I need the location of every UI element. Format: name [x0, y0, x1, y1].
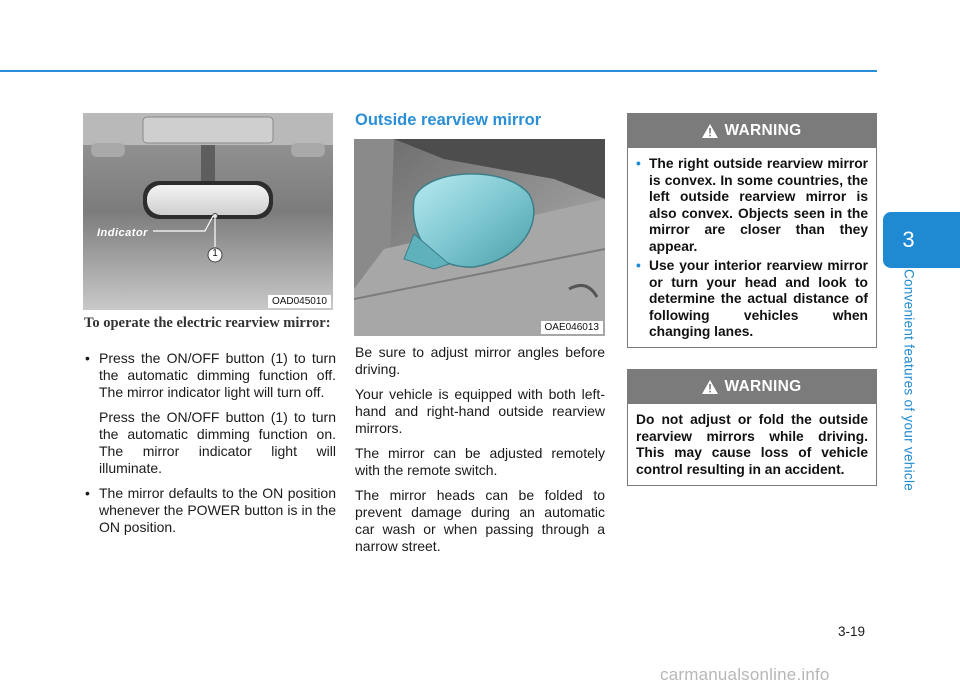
watermark[interactable]: carmanualsonline.info: [660, 665, 830, 684]
paragraph: Your vehicle is equipped with both left-hand and right-hand outside rearview mirrors.: [355, 386, 605, 436]
warning-text: Do not adjust or fold the outside rearview mirrors while driving. This may cause loss of vehicle control resulting in an accident.: [636, 412, 868, 477]
outside-mirror-illustration: [354, 139, 605, 336]
warning-triangle-icon: [702, 124, 718, 138]
interior-mirror-illustration: [83, 113, 333, 310]
list-item: [84, 350, 336, 477]
page-number: 3-19: [838, 624, 866, 639]
operate-mirror-heading: To operate the electric rearview mirror:: [84, 315, 331, 331]
paragraph: The mirror can be adjusted remotely with the remote switch.: [355, 445, 605, 478]
chapter-title: Convenient features of your vehicle: [901, 268, 917, 492]
indicator-label: Indicator: [97, 227, 148, 239]
callout-number: 1: [212, 248, 218, 259]
warning-title: WARNING: [724, 378, 802, 395]
outside-mirror-text: [355, 344, 605, 563]
list-item: • Use your interior rearview mirror or turn your head and look to determine the actual distance of following vehicles when changing lanes.: [636, 258, 868, 341]
warning-box-fold-mirror: [627, 369, 877, 486]
warning-box-convex-mirror: [627, 113, 877, 348]
chapter-tab: [883, 212, 960, 268]
chapter-title-vertical: [898, 268, 920, 492]
outside-mirror-heading: Outside rearview mirror: [355, 111, 542, 129]
warning-header: [628, 114, 876, 148]
interior-mirror-figure: [83, 113, 333, 310]
paragraph: The mirror heads can be folded to prevent damage during an automatic car wash or when passing through a narrow street.: [355, 487, 605, 554]
outside-mirror-figure: [354, 139, 605, 336]
warning-header: [628, 370, 876, 404]
list-item: [84, 485, 336, 536]
list-item: • The right outside rearview mirror is convex. In some countries, the left outside rearview mirror is also convex. Objects seen in the mirror are closer than they appear.: [636, 156, 868, 255]
warning-body: [628, 148, 876, 354]
chapter-number: 3: [902, 227, 915, 252]
header-rule: [0, 70, 877, 72]
figure-code: OAD045010: [268, 295, 331, 308]
figure-code: OAE046013: [541, 321, 604, 334]
bullet-text: Press the ON/OFF button (1) to turn the automatic dimming function on. The mirror indicator light will illuminate.: [99, 409, 336, 476]
bullet-text: • Press the ON/OFF button (1) to turn the automatic dimming function off. The mirror indicator light will turn off.: [99, 350, 336, 400]
operate-mirror-bullets: [84, 350, 336, 544]
warning-title: WARNING: [724, 122, 802, 139]
warning-triangle-icon: [702, 380, 718, 394]
paragraph: Be sure to adjust mirror angles before driving.: [355, 344, 605, 377]
warning-body: [628, 404, 876, 488]
bullet-text: • The mirror defaults to the ON position whenever the POWER button is in the ON position.: [99, 485, 336, 535]
